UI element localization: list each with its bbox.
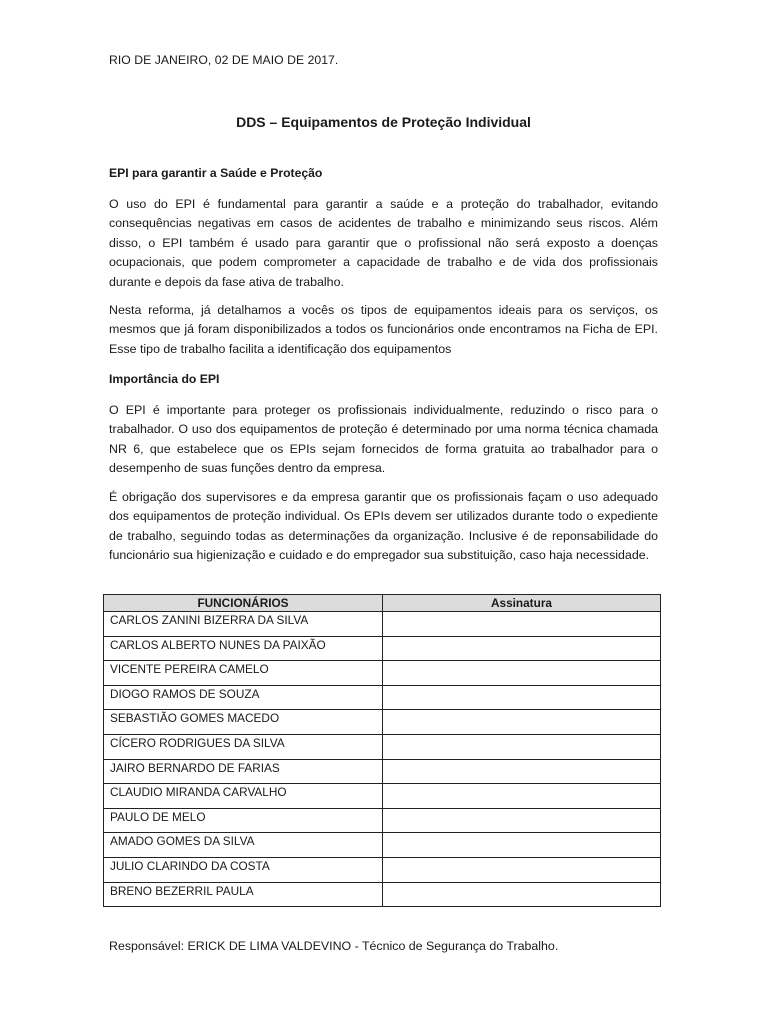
section-heading-importance: Importância do EPI <box>109 372 220 386</box>
signature-cell <box>383 808 661 833</box>
header-employees: FUNCIONÁRIOS <box>104 595 383 612</box>
table-row <box>104 685 661 710</box>
signature-table <box>103 594 661 907</box>
employee-name-cell: SEBASTIÃO GOMES MACEDO <box>104 710 383 735</box>
table-row <box>104 882 661 907</box>
paragraph-epi-usage: O uso do EPI é fundamental para garantir a saúde e a proteção do trabalhador, evitando consequências negativas em casos de acidentes de trabalho e minimizando seus riscos. Além disso, o EPI também é usado para garantir que o profissional não será exposto a doenças ocupacionais, que podem comprometer a capacidade de trabalho e de vida dos profissionais durante e depois da fase ativa de trabalho. <box>109 197 658 289</box>
table-row <box>104 857 661 882</box>
document-title: DDS – Equipamentos de Proteção Individual <box>236 114 531 130</box>
employee-name-cell: CARLOS ALBERTO NUNES DA PAIXÃO <box>104 636 383 661</box>
paragraph-obligation: É obrigação dos supervisores e da empresa garantir que os profissionais façam o uso adequado dos equipamentos de proteção individual. Os EPIs devem ser utilizados durante todo o expediente de trabalho, seguindo todas as determinações da organização. Inclusive é de reponsabilidade do funcionário sua higienização e cuidado e do empregador sua substituição, caso haja necessidade. <box>109 490 658 563</box>
signature-cell <box>383 685 661 710</box>
employee-name-cell: DIOGO RAMOS DE SOUZA <box>104 685 383 710</box>
employee-name-cell: BRENO BEZERRIL PAULA <box>104 882 383 907</box>
employee-name-cell: VICENTE PEREIRA CAMELO <box>104 661 383 686</box>
employee-name-cell: JAIRO BERNARDO DE FARIAS <box>104 759 383 784</box>
employee-name-cell: JULIO CLARINDO DA COSTA <box>104 857 383 882</box>
header-signature: Assinatura <box>383 595 661 612</box>
signature-cell <box>383 759 661 784</box>
employee-name-cell: CARLOS ZANINI BIZERRA DA SILVA <box>104 612 383 637</box>
employee-name-cell: PAULO DE MELO <box>104 808 383 833</box>
table-row <box>104 612 661 637</box>
employee-name-cell: CLAUDIO MIRANDA CARVALHO <box>104 784 383 809</box>
table-row <box>104 734 661 759</box>
signature-cell <box>383 612 661 637</box>
date-line: RIO DE JANEIRO, 02 DE MAIO DE 2017. <box>109 53 339 67</box>
paragraph-reform: Nesta reforma, já detalhamos a vocês os tipos de equipamentos ideais para os serviços, os mesmos que já foram disponibilizados a todos os funcionários onde encontramos na Ficha de EPI. Esse tipo de trabalho facilita a identificação dos equipamentos <box>109 303 658 356</box>
table-row <box>104 661 661 686</box>
table-row <box>104 710 661 735</box>
table-row <box>104 784 661 809</box>
table-row <box>104 833 661 858</box>
signature-cell <box>383 784 661 809</box>
table-row <box>104 808 661 833</box>
paragraph-importance: O EPI é importante para proteger os profissionais individualmente, reduzindo o risco para o trabalhador. O uso dos equipamentos de proteção é determinado por uma norma técnica chamada NR 6, que estabelece que os EPIs sejam fornecidos de forma gratuita ao trabalhador para o desempenho de suas funções dentro da empresa. <box>109 403 658 476</box>
signature-cell <box>383 857 661 882</box>
signature-cell <box>383 734 661 759</box>
signature-cell <box>383 882 661 907</box>
table-row <box>104 636 661 661</box>
section-heading-epi: EPI para garantir a Saúde e Proteção <box>109 166 323 180</box>
table-row <box>104 759 661 784</box>
signature-cell <box>383 833 661 858</box>
signature-table-body <box>104 612 661 907</box>
table-header-row <box>104 595 661 612</box>
employee-name-cell: CÍCERO RODRIGUES DA SILVA <box>104 734 383 759</box>
employee-name-cell: AMADO GOMES DA SILVA <box>104 833 383 858</box>
responsible-footer: Responsável: ERICK DE LIMA VALDEVINO - Técnico de Segurança do Trabalho. <box>109 939 559 953</box>
signature-cell <box>383 661 661 686</box>
signature-cell <box>383 710 661 735</box>
signature-cell <box>383 636 661 661</box>
